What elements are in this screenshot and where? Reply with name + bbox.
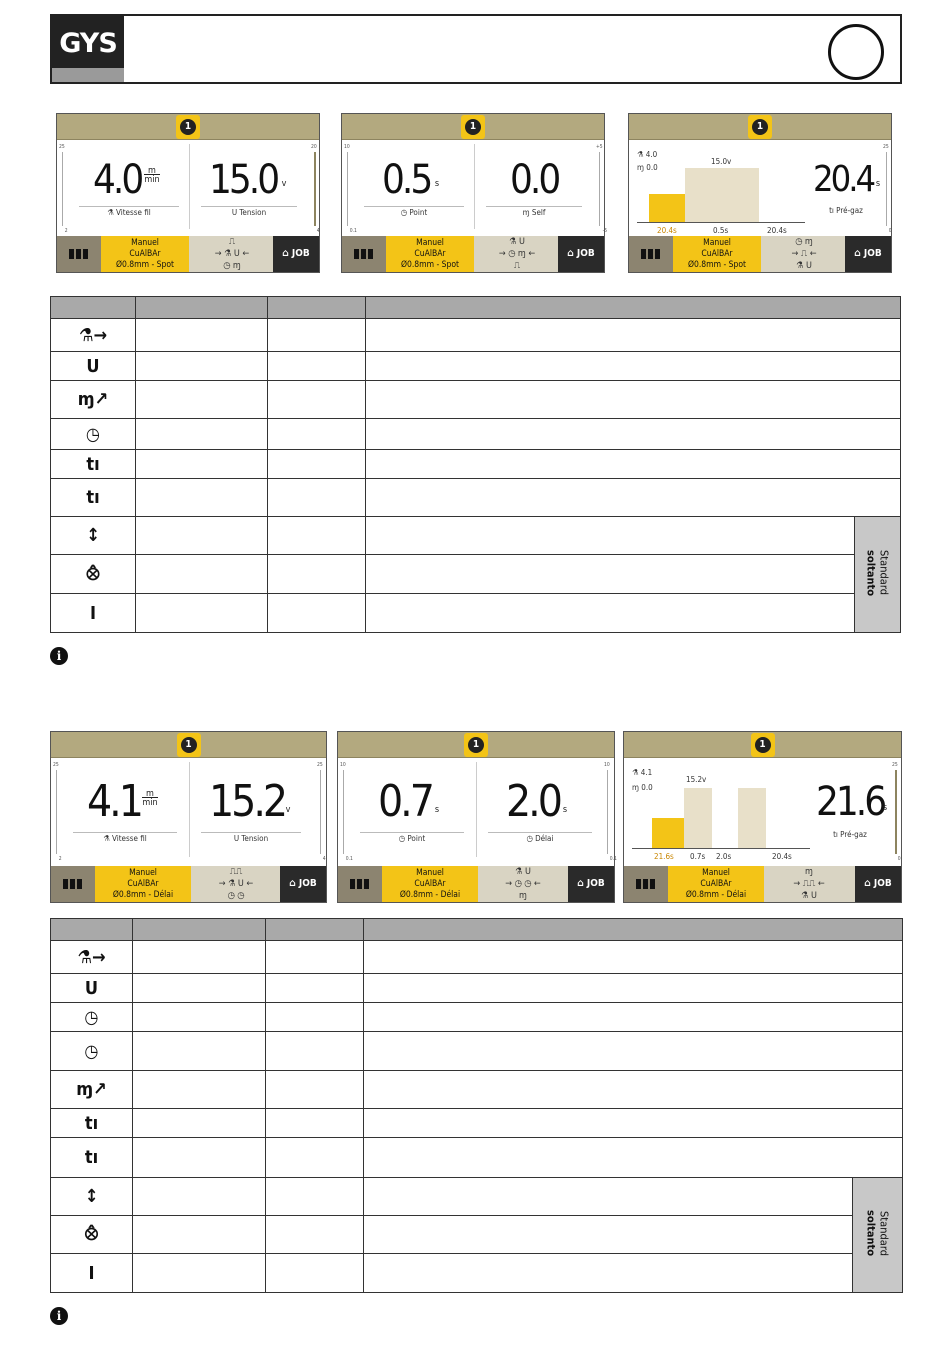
screen-delai-wire-voltage: 1 25 2 4.1 m min ⚗ Vitesse fil 15.2 v U Tension 25 4 Manuel CuAlBAr Ø0.8mm - Délai ⎍⎍ → ⚗ U ← ◷ ◷ ⌂ JOB: [50, 731, 327, 903]
table-row: [51, 1138, 903, 1178]
job-button[interactable]: ⌂ JOB: [280, 866, 326, 902]
table-row: [51, 1071, 903, 1109]
delay-time-value: 2.0: [506, 776, 560, 827]
inductance-icon: ⨶: [51, 555, 136, 594]
program-badge-icon: 1: [177, 733, 201, 757]
screen-spot-cycle-graph: 1 ⚗ 4.0 ɱ 0.0 15.0v 20.4s 0.5s 20.4s 20.4 s tı Pré-gaz 25 0 Manuel CuAlBAr Ø0.8mm - Spot ◷ ɱ → ⎍ ← ⚗ U ⌂ JOB: [628, 113, 892, 273]
self-value: 0.0: [510, 157, 559, 203]
voltage-label: U Tension: [231, 208, 267, 217]
menu-grid-button[interactable]: [342, 236, 386, 272]
wire-speed-value: 4.0: [93, 157, 142, 203]
arc-length-icon: ↕: [51, 517, 136, 555]
point-time-label: ◷ Point: [398, 834, 426, 843]
standard-only-label: Standard soltanto: [855, 517, 901, 633]
table-row: [51, 1216, 903, 1254]
program-badge-icon: 1: [176, 115, 200, 139]
mode-display[interactable]: Manuel CuAlBAr Ø0.8mm - Délai: [382, 866, 478, 902]
program-badge-icon: 1: [461, 115, 485, 139]
point-time-value: 0.5: [382, 157, 431, 203]
gys-logo: [52, 16, 124, 82]
job-button[interactable]: ⌂ JOB: [568, 866, 614, 902]
wire-speed-value: 4.1: [87, 776, 141, 827]
parameter-selector[interactable]: ⚗ U → ◷ ◷ ← ɱ: [505, 867, 541, 901]
arc-length-icon: ↕: [51, 1178, 133, 1216]
job-button[interactable]: ⌂ JOB: [855, 866, 901, 902]
table-row: [51, 941, 903, 974]
parameter-selector[interactable]: ɱ → ⎍⎍ ← ⚗ U: [793, 867, 825, 901]
pregas-bar: [649, 194, 685, 222]
table-row: [51, 319, 901, 352]
logo-text: GYS: [59, 28, 117, 59]
wire-speed-icon: ⚗→: [51, 319, 136, 352]
table-row: [51, 555, 901, 594]
table-row: [51, 381, 901, 419]
menu-grid-button[interactable]: [57, 236, 101, 272]
pregas-icon: tı: [51, 450, 136, 479]
point-time-value: 0.7: [378, 776, 432, 827]
voltage-value: 15.2: [209, 776, 286, 827]
inductance-icon: ⨶: [51, 1216, 133, 1254]
pregas-value: 21.6: [816, 779, 885, 825]
postgas-icon: tı: [51, 479, 136, 517]
wire-speed-label: ⚗ Vitesse fil: [103, 834, 147, 843]
table-row: [51, 974, 903, 1003]
screen-delai-point-delay: 1 10 0.1 0.7 s ◷ Point 2.0 s ◷ Délai 10 0.1 Manuel CuAlBAr Ø0.8mm - Délai ⚗ U → ◷ ◷ ← ɱ ⌂ JOB: [337, 731, 615, 903]
screen-delai-cycle-graph: 1 ⚗ 4.1 ɱ 0.0 15.2v 21.6s 0.7s 2.0s 20.4s 21.6 s tı Pré-gaz 25 0 Manuel CuAlBAr Ø0.8mm - Délai ɱ → ⎍⎍ ← ⚗ U ⌂ JOB: [623, 731, 902, 903]
standard-only-label: Standard soltanto: [853, 1178, 903, 1293]
parameter-selector[interactable]: ⎍ → ⚗ U ← ◷ ɱ: [214, 237, 250, 271]
table-row: [51, 1032, 903, 1071]
table-row: [51, 352, 901, 381]
parameter-selector[interactable]: ⚗ U → ◷ ɱ ← ⎍: [498, 237, 536, 271]
mode-display[interactable]: Manuel CuAlBAr Ø0.8mm - Délai: [95, 866, 191, 902]
pregas-bar: [652, 818, 684, 848]
current-icon: I: [51, 1254, 133, 1293]
job-button[interactable]: ⌂ JOB: [558, 236, 604, 272]
program-badge-icon: 1: [464, 733, 488, 757]
pregas-label: tı Pré-gaz: [829, 206, 863, 215]
pregas-label: tı Pré-gaz: [833, 830, 867, 839]
point-time-label: ◷ Point: [400, 208, 428, 217]
postgas-icon: tı: [51, 1138, 133, 1178]
voltage-icon: U: [51, 974, 133, 1003]
current-icon: I: [51, 594, 136, 633]
voltage-value: 15.0: [209, 157, 278, 203]
spot-parameter-table: [50, 296, 901, 633]
clock-icon: ◷: [51, 1003, 133, 1032]
delay-time-label: ◷ Délai: [526, 834, 554, 843]
menu-grid-button[interactable]: [629, 236, 673, 272]
parameter-selector[interactable]: ⎍⎍ → ⚗ U ← ◷ ◷: [218, 867, 254, 901]
delay-clock-icon: ◷: [51, 1032, 133, 1071]
program-badge-icon: 1: [748, 115, 772, 139]
table-row: [51, 450, 901, 479]
table-row: [51, 419, 901, 450]
job-button[interactable]: ⌂ JOB: [845, 236, 891, 272]
parameter-selector[interactable]: ◷ ɱ → ⎍ ← ⚗ U: [791, 237, 817, 271]
self-icon: ɱ↗: [51, 1071, 133, 1109]
pregas-icon: tı: [51, 1109, 133, 1138]
menu-grid-button[interactable]: [338, 866, 382, 902]
clock-icon: ◷: [51, 419, 136, 450]
table-row: [51, 517, 901, 555]
delai-parameter-table: [50, 918, 903, 1293]
voltage-label: U Tension: [233, 834, 269, 843]
wire-speed-label: ⚗ Vitesse fil: [107, 208, 151, 217]
info-icon: i: [50, 647, 68, 665]
table-row: [51, 1254, 903, 1293]
table-row: [51, 1178, 903, 1216]
weld-bar-2: [738, 788, 766, 848]
table-row: [51, 1109, 903, 1138]
self-icon: ɱ↗: [51, 381, 136, 419]
screen-spot-point-self: 1 10 0.1 0.5 s ◷ Point 0.0 ɱ Self +5 -5 Manuel CuAlBAr Ø0.8mm - Spot ⚗ U → ◷ ɱ ← ⎍ ⌂ JOB: [341, 113, 605, 273]
mode-display[interactable]: Manuel CuAlBAr Ø0.8mm - Délai: [668, 866, 764, 902]
menu-grid-button[interactable]: [624, 866, 668, 902]
voltage-icon: U: [51, 352, 136, 381]
weld-bar: [685, 168, 759, 222]
page-header: [50, 14, 902, 84]
program-badge-icon: 1: [751, 733, 775, 757]
weld-bar-1: [684, 788, 712, 848]
wire-speed-icon: ⚗→: [51, 941, 133, 974]
mode-display[interactable]: Manuel CuAlBAr Ø0.8mm - Spot: [673, 236, 761, 272]
mode-display[interactable]: Manuel CuAlBAr Ø0.8mm - Spot: [101, 236, 189, 272]
job-button[interactable]: ⌂ JOB: [273, 236, 319, 272]
info-icon: i: [50, 1307, 68, 1325]
language-circle: [828, 24, 884, 80]
self-label: ɱ Self: [522, 208, 546, 217]
table-row: [51, 594, 901, 633]
table-row: [51, 1003, 903, 1032]
mode-display[interactable]: Manuel CuAlBAr Ø0.8mm - Spot: [386, 236, 474, 272]
screen-spot-wire-voltage: 1 25 2 4.0 m min ⚗ Vitesse fil 15.0 v U Tension 20 4 Manuel CuAlBAr Ø0.8mm - Spot ⎍ → ⚗ U ← ◷ ɱ ⌂ JOB: [56, 113, 320, 273]
pregas-value: 20.4: [813, 159, 874, 200]
menu-grid-button[interactable]: [51, 866, 95, 902]
table-row: [51, 479, 901, 517]
